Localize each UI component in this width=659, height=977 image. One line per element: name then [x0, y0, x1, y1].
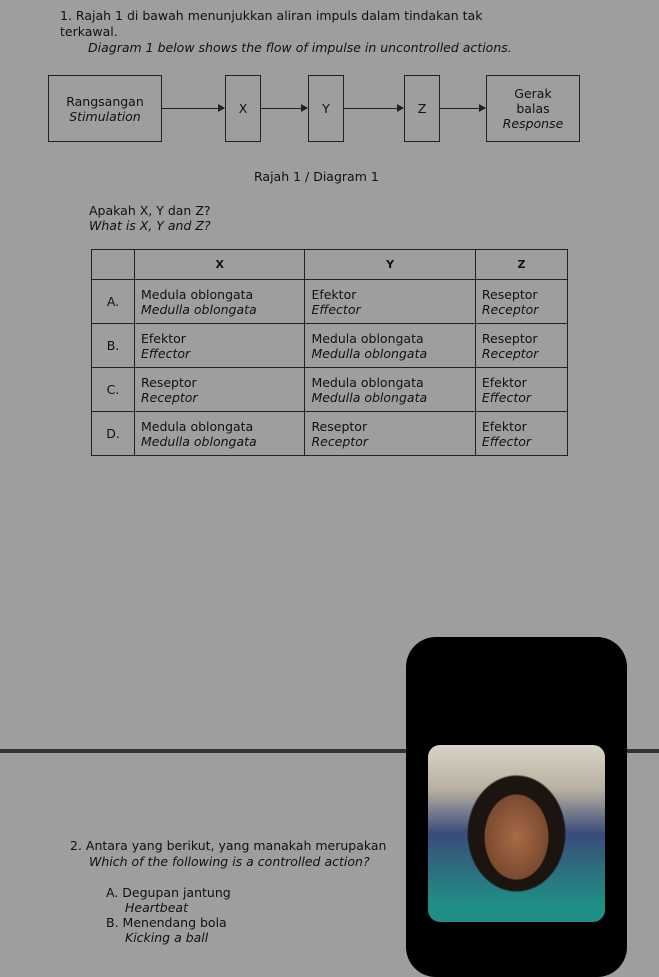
cell-en: Effector	[481, 389, 532, 405]
arrow	[261, 108, 307, 109]
arrow	[440, 108, 485, 109]
participant-video-thumbnail[interactable]	[428, 745, 605, 922]
option-label: A.	[106, 885, 119, 900]
question-text-ms: Antara yang berikut, yang manakah merupakan	[85, 838, 387, 853]
cell-ms: Efektor	[311, 286, 357, 302]
question-text-en: Which of the following is a controlled action?	[89, 854, 370, 869]
question-text-en: Diagram 1 below shows the flow of impulse in uncontrolled actions.	[88, 40, 512, 55]
table-header	[92, 250, 568, 280]
question-number: 2.	[70, 838, 82, 853]
cell-ms: Reseptor	[481, 286, 538, 302]
header-x: X	[135, 250, 305, 280]
option-label: B.	[106, 915, 119, 930]
table-row	[92, 324, 568, 368]
cell-en: Receptor	[141, 389, 198, 405]
cell-en: Medulla oblongata	[141, 301, 257, 317]
cell-y	[305, 412, 475, 456]
option-label: B.	[92, 324, 135, 368]
response-label-en: Response	[502, 116, 564, 131]
option-ms: Degupan jantung	[122, 885, 231, 900]
cell-x	[135, 280, 305, 324]
prompt-en: What is X, Y and Z?	[89, 218, 211, 233]
cell-ms: Reseptor	[311, 418, 368, 434]
box-y	[308, 75, 344, 142]
stimulus-label-en: Stimulation	[69, 108, 141, 124]
table-row	[92, 412, 568, 456]
question-text-ms: Rajah 1 di bawah menunjukkan aliran impuls dalam tindakan tak terkawal.	[60, 8, 483, 39]
cell-ms: Efektor	[481, 374, 527, 390]
cell-x	[135, 412, 305, 456]
cell-x	[135, 324, 305, 368]
stimulus-box	[48, 75, 162, 142]
cell-ms: Reseptor	[481, 330, 538, 346]
cell-ms: Medula oblongata	[311, 330, 424, 346]
box-z	[404, 75, 440, 142]
cell-en: Receptor	[481, 301, 539, 317]
header-y: Y	[305, 250, 475, 280]
cell-z	[475, 412, 567, 456]
table-row	[92, 280, 568, 324]
response-label-1: Gerak	[514, 86, 552, 101]
cell-x	[135, 368, 305, 412]
cell-en: Medulla oblongata	[311, 345, 428, 361]
arrow	[344, 108, 403, 109]
header-label	[92, 250, 135, 280]
cell-en: Medulla oblongata	[311, 389, 428, 405]
option-label: A.	[92, 280, 135, 324]
option-ms: Menendang bola	[122, 915, 227, 930]
response-box	[486, 75, 580, 142]
cell-z	[475, 368, 567, 412]
cell-ms: Medula oblongata	[141, 286, 254, 302]
option-label: D.	[92, 412, 135, 456]
cell-y	[305, 368, 475, 412]
question-1	[60, 8, 540, 56]
question-prompt	[89, 203, 211, 233]
label-y: Y	[322, 101, 330, 116]
arrow	[162, 108, 224, 109]
cell-en: Effector	[141, 345, 191, 361]
option-b	[106, 915, 231, 945]
stimulus-label: Rangsangan	[66, 93, 144, 109]
label-z: Z	[417, 101, 427, 116]
cell-en: Effector	[481, 433, 532, 449]
q2-options	[106, 885, 231, 945]
label-x: X	[238, 101, 248, 116]
response-label-2: balas	[516, 101, 550, 116]
cell-ms: Medula oblongata	[141, 418, 254, 434]
cell-en: Receptor	[311, 433, 368, 449]
option-en: Heartbeat	[125, 900, 188, 915]
option-label: C.	[92, 368, 135, 412]
cell-y	[305, 324, 475, 368]
question-number: 1.	[60, 8, 72, 23]
cell-en: Effector	[311, 301, 361, 317]
option-a	[106, 885, 231, 915]
header-z: Z	[475, 250, 567, 280]
cell-ms: Reseptor	[141, 374, 197, 390]
cell-z	[475, 324, 567, 368]
answer-table	[91, 249, 568, 456]
table-row	[92, 368, 568, 412]
cell-en: Medulla oblongata	[141, 433, 257, 449]
diagram-caption: Rajah 1 / Diagram 1	[254, 169, 379, 184]
question-2	[70, 838, 386, 870]
cell-z	[475, 280, 567, 324]
cell-ms: Medula oblongata	[311, 374, 424, 390]
option-en: Kicking a ball	[125, 930, 209, 945]
cell-ms: Efektor	[141, 330, 186, 346]
prompt-ms: Apakah X, Y dan Z?	[89, 203, 211, 218]
cell-en: Receptor	[481, 345, 539, 361]
box-x	[225, 75, 261, 142]
cell-y	[305, 280, 475, 324]
cell-ms: Efektor	[481, 418, 527, 434]
